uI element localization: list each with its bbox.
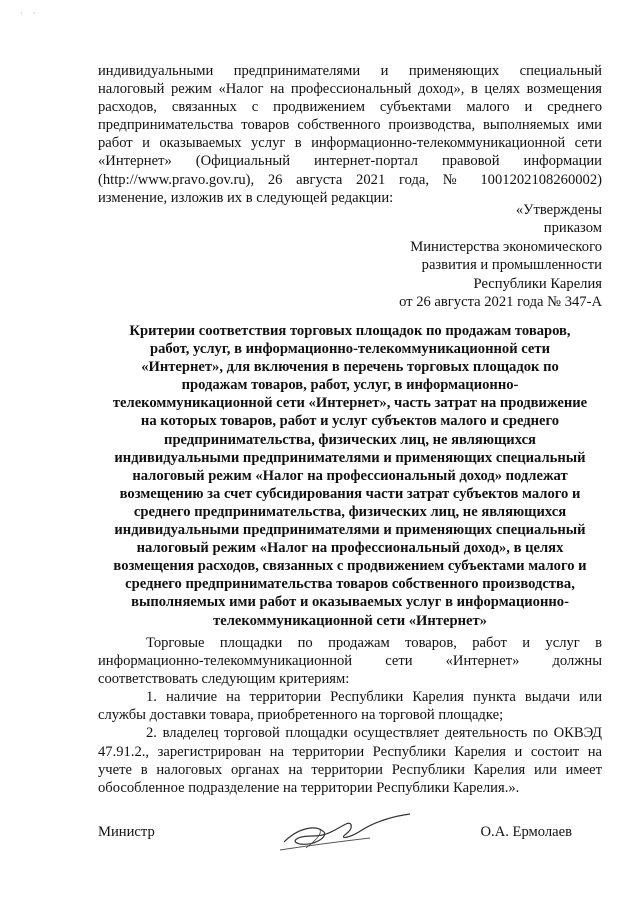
intro-line: расходов, связанных с продвижением субъектами малого и среднего (98, 99, 602, 116)
para-line: Торговые площадки по продажам товаров, работ и услуг в (146, 635, 602, 651)
approval-line: Министерства экономического (410, 238, 602, 255)
title-line: работ, услуг, в информационно-телекоммуникационной сети (150, 341, 550, 358)
title-line: Критерии соответствия торговых площадок по продажам товаров, (129, 323, 571, 339)
intro-line: работ и оказываемых услуг в информационно-телекоммуникационной сети (98, 135, 602, 152)
criteria-title (110, 322, 590, 630)
criterion-1-line: 1. наличие на территории Республики Карелия пункта выдачи или (146, 689, 602, 706)
page-corner-mark: · · (20, 9, 40, 18)
title-line: телекоммуникационной сети «Интернет», часть затрат на продвижение (112, 395, 588, 412)
criterion-2-line: 47.91.2., зарегистрирован на территории Республики Карелия и состоит на (98, 743, 602, 760)
intro-line: налоговый режим «Налог на профессиональный доход», в целях возмещения (98, 81, 602, 98)
title-line: продажам товаров, работ, услуг, в информационно- (181, 377, 519, 394)
intro-line: предпринимательства товаров собственного производства, выполняемых ими (98, 117, 602, 134)
title-line: предпринимательства, физических лиц, не являющихся (164, 431, 536, 448)
title-line: «Интернет», для включения в перечень торговых площадок по (141, 359, 559, 376)
intro-line: изменение, изложив их в следующей редакции: (98, 189, 394, 206)
title-line: налоговый режим «Налог на профессиональный доход», в целях (136, 540, 564, 557)
title-line: телекоммуникационной сети «Интернет» (213, 612, 487, 629)
intro-paragraph (98, 62, 602, 207)
title-line: среднего предпринимательства товаров собственного производства, (125, 576, 575, 593)
signatory-name: О.А. Ермолаев (480, 824, 572, 840)
approval-line: «Утверждены (515, 202, 602, 218)
intro-line: (http://www.pravo.gov.ru), 26 августа 2021 года, № 1001202108260002) (98, 171, 602, 188)
intro-line: «Интернет» (Официальный интернет-портал правовой информации (98, 153, 602, 170)
title-line: возмещения расходов, связанных с продвижением субъектами малого и (113, 558, 587, 575)
signature-block (98, 820, 602, 860)
criterion-1-line: службы доставки товара, приобретенного на торговой площадке; (98, 707, 504, 724)
criterion-2-line: обособленное подразделение на территории Республики Карелия.». (98, 779, 520, 796)
criteria-body (98, 634, 602, 797)
approval-line: приказом (543, 220, 602, 237)
title-line: выполняемых ими работ и оказываемых услуг в информационно- (131, 594, 569, 611)
approval-line: от 26 августа 2021 года № 347-А (399, 294, 602, 311)
intro-line: индивидуальными предпринимателями и применяющих специальный (98, 63, 602, 79)
criterion-2-line: 2. владелец торговой площадки осуществляет деятельность по ОКВЭД (146, 725, 602, 742)
para-line: соответствовать следующим критериям: (98, 671, 350, 688)
criterion-2-line: учете в налоговых органах на территории Республики Карелия или имеет (98, 761, 602, 778)
para-line: информационно-телекоммуникационной сети «Интернет» должны (98, 653, 602, 670)
title-line: на которых товаров, работ и услуг субъектов малого и среднего (140, 413, 560, 430)
approval-line: Республики Карелия (473, 275, 602, 292)
title-line: индивидуальными предпринимателями и применяющих специальный (114, 449, 586, 466)
title-line: возмещению за счет субсидирования части затрат субъектов малого и (119, 485, 581, 502)
handwritten-signature-icon (276, 812, 416, 854)
signatory-title: Министр (98, 824, 155, 840)
title-line: среднего предпринимательства, физических лиц, не являющихся (133, 503, 567, 520)
title-line: налоговый режим «Налог на профессиональный доход» подлежат (132, 467, 568, 484)
title-line: индивидуальными предпринимателями и применяющих специальный (114, 522, 586, 539)
approval-block (342, 201, 602, 311)
approval-line: развития и промышленности (421, 257, 602, 274)
